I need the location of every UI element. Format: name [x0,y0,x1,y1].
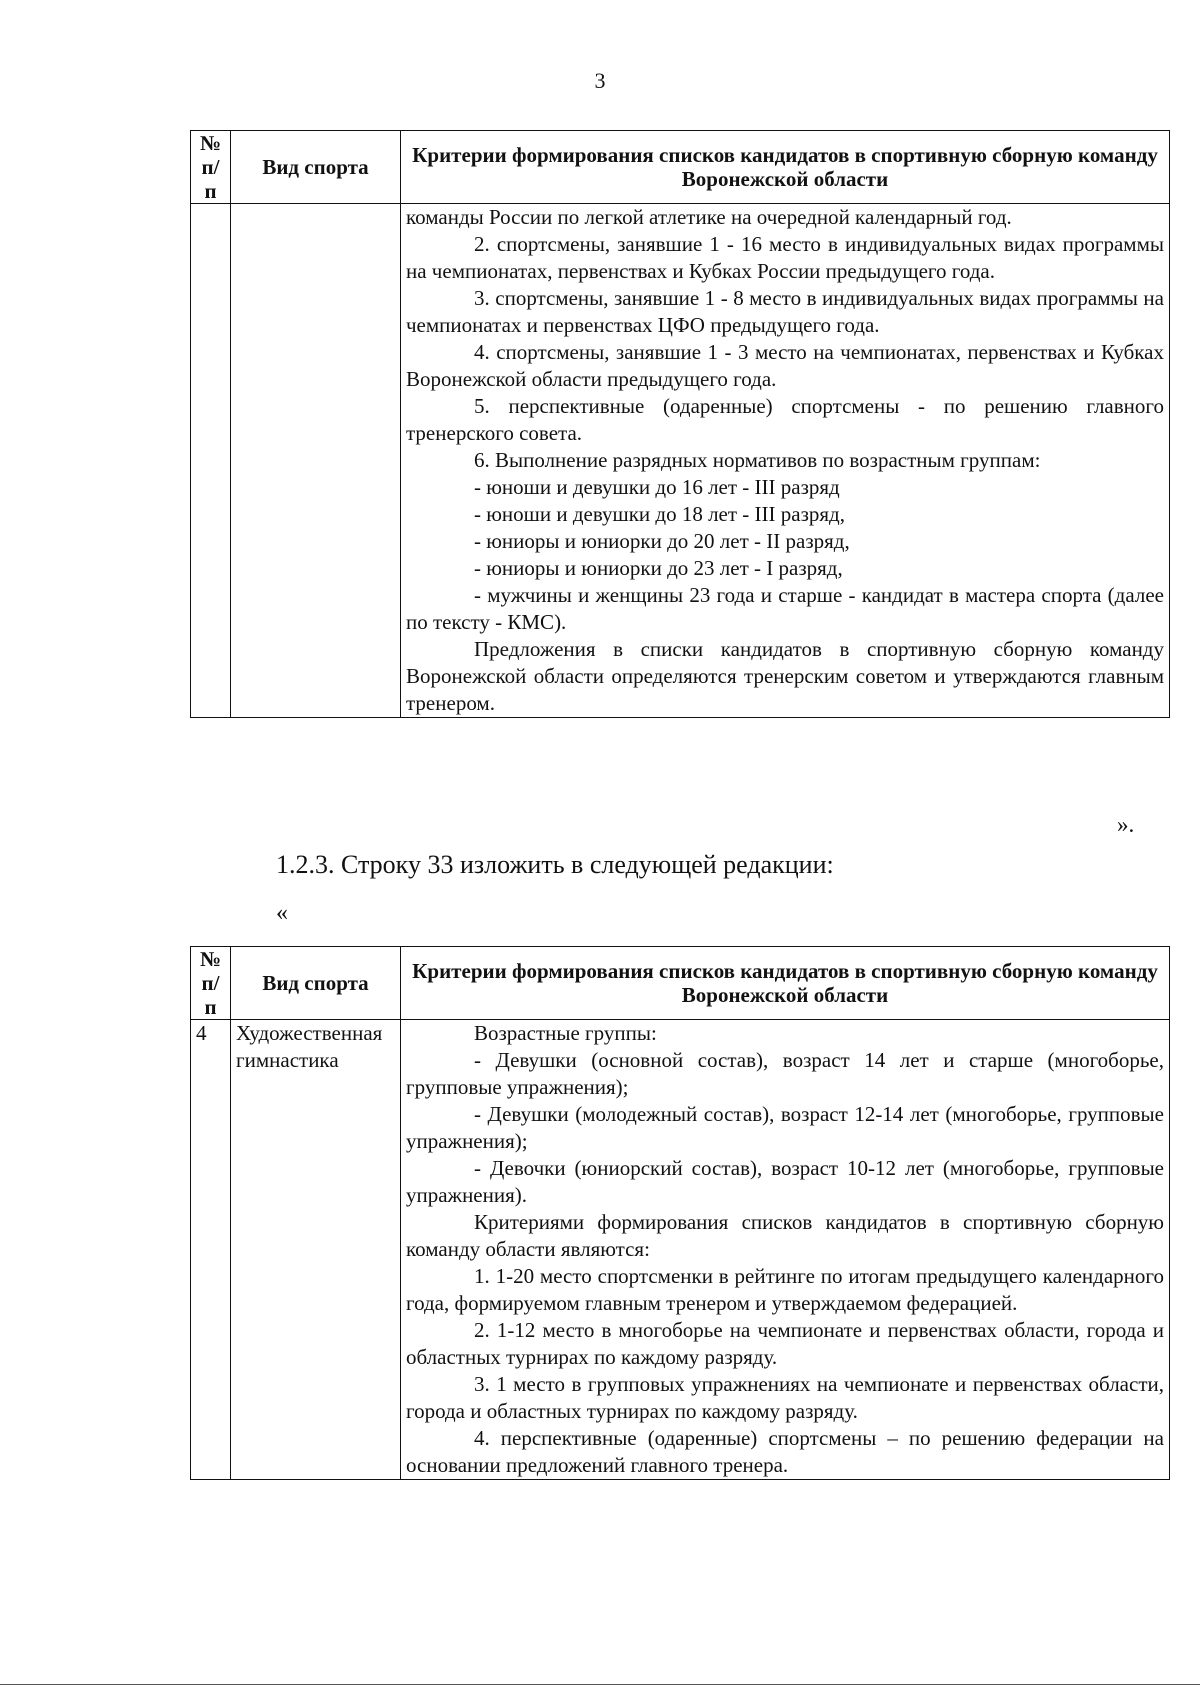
criteria-paragraph: 2. 1-12 место в многоборье на чемпионате и первенствах области, города и областных турнирах по каждому разряду. [406,1318,1164,1369]
criteria-paragraph: - Девочки (юниорский состав), возраст 10-12 лет (многоборье, групповые упражнения). [406,1156,1164,1207]
criteria-paragraph: 1. 1-20 место спортсменки в рейтинге по итогам предыдущего календарного года, формируемом главным тренером и утверждаемом федерацией. [406,1264,1164,1315]
criteria-paragraph: - юниоры и юниорки до 20 лет - II разряд, [474,529,850,553]
criteria-paragraph: - мужчины и женщины 23 года и старше - кандидат в мастера спорта (далее по тексту - КМС). [406,583,1164,634]
criteria-table-continued [190,130,1170,718]
section-heading: 1.2.3. Строку 33 изложить в следующей редакции: [276,850,834,879]
opening-quote: « [276,900,288,926]
criteria-paragraph: Возрастные группы: [474,1021,657,1045]
row-sport-cell: Художественная гимнастика [231,1020,401,1480]
table-header-row [191,131,1170,204]
table-header-row [191,947,1170,1020]
criteria-paragraph: 3. 1 место в групповых упражнениях на чемпионате и первенствах области, города и областных турнирах по каждому разряду. [406,1372,1164,1423]
criteria-paragraph: - юноши и девушки до 16 лет - III разряд [474,475,840,499]
criteria-cell [401,204,1170,718]
closing-quote: ». [1117,812,1135,837]
header-number: № п/п [191,947,231,1020]
criteria-paragraph: команды России по легкой атлетике на очередной календарный год. [406,205,1012,229]
table-row [191,204,1170,718]
header-sport: Вид спорта [231,131,401,204]
criteria-paragraph: 6. Выполнение разрядных нормативов по возрастным группам: [474,448,1041,472]
row-sport-cell [231,204,401,718]
header-criteria: Критерии формирования списков кандидатов в спортивную сборную команду Воронежской области [401,947,1170,1020]
table-row [191,1020,1170,1480]
criteria-paragraph: - Девушки (молодежный состав), возраст 12-14 лет (многоборье, групповые упражнения); [406,1102,1164,1153]
page-number: 3 [594,68,606,93]
criteria-paragraph: - юноши и девушки до 18 лет - III разряд, [474,502,845,526]
criteria-paragraph: - юниоры и юниорки до 23 лет - I разряд, [474,556,843,580]
criteria-paragraph: Критериями формирования списков кандидатов в спортивную сборную команду области являются: [406,1210,1164,1261]
criteria-paragraph: - Девушки (основной состав), возраст 14 лет и старше (многоборье, групповые упражнения); [406,1048,1164,1099]
header-sport: Вид спорта [231,947,401,1020]
header-criteria: Критерии формирования списков кандидатов в спортивную сборную команду Воронежской области [401,131,1170,204]
criteria-paragraph: 4. перспективные (одаренные) спортсмены – по решению федерации на основании предложений главного тренера. [406,1426,1164,1477]
criteria-cell [401,1020,1170,1480]
row-number-cell: 4 [191,1020,231,1480]
criteria-paragraph: 4. спортсмены, занявшие 1 - 3 место на чемпионатах, первенствах и Кубках Воронежской области предыдущего года. [406,340,1164,391]
criteria-paragraph: 5. перспективные (одаренные) спортсмены - по решению главного тренерского совета. [406,394,1164,445]
criteria-paragraph: 3. спортсмены, занявшие 1 - 8 место в индивидуальных видах программы на чемпионатах и первенствах ЦФО предыдущего года. [406,286,1164,337]
criteria-paragraph: 2. спортсмены, занявшие 1 - 16 место в индивидуальных видах программы на чемпионатах, первенствах и Кубках России предыдущего года. [406,232,1164,283]
criteria-table-gymnastics [190,946,1170,1480]
footer-rule [0,1684,1200,1685]
header-number: № п/п [191,131,231,204]
row-number-cell [191,204,231,718]
criteria-paragraph: Предложения в списки кандидатов в спортивную сборную команду Воронежской области определяются тренерским советом и утверждаются главным тренером. [406,637,1164,715]
